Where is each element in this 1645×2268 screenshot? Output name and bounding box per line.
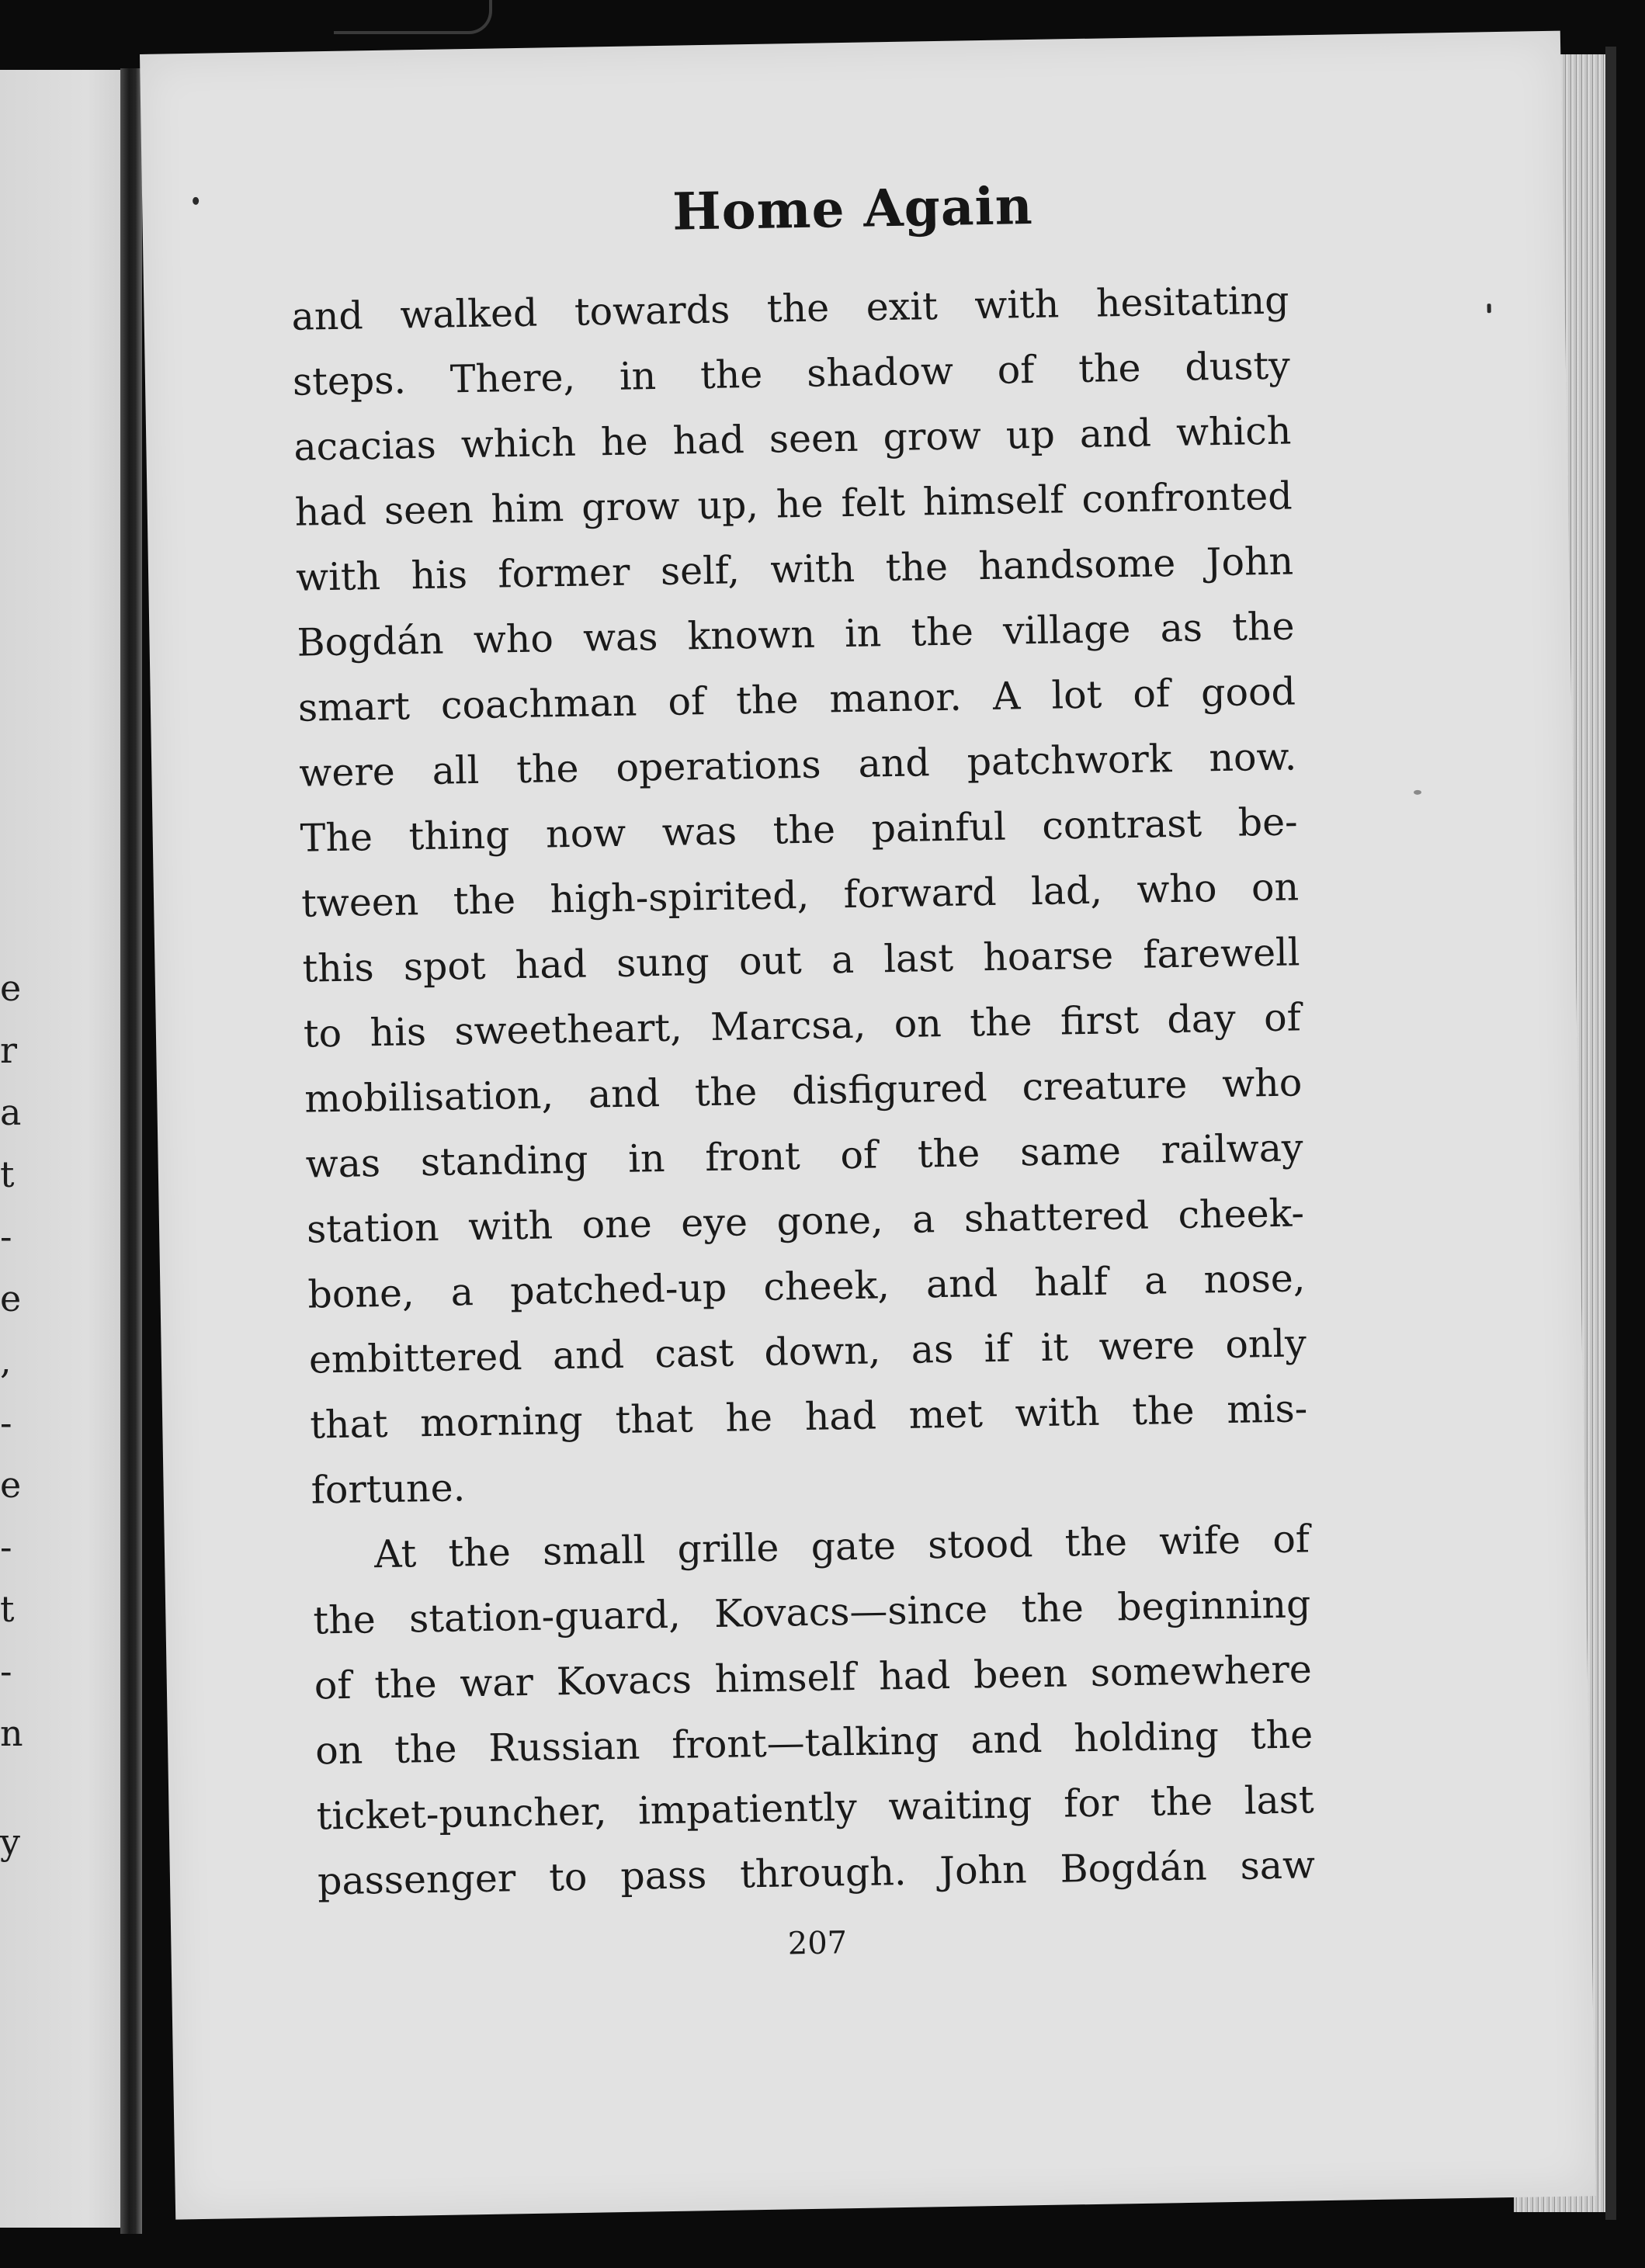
text-line: ticket-puncher, impatiently waiting for the last [316, 1777, 1314, 1839]
text-line: mobilisation, and the disfigured creature who [304, 1060, 1303, 1122]
dust-speck [1414, 790, 1421, 795]
text-line: steps. There, in the shadow of the dusty [292, 343, 1291, 404]
text-line: and walked towards the exit with hesitating [291, 278, 1289, 339]
text-line: bone, a patched-up cheek, and half a nose, [307, 1256, 1306, 1317]
left-page-fragment: t [0, 1588, 15, 1630]
text-line: At the small grille gate stood the wife of [373, 1517, 1310, 1577]
body-text [291, 269, 1316, 1962]
left-page-fragment: e [0, 1464, 22, 1506]
left-page-fragment: r [0, 1029, 17, 1071]
left-page-fragment: , [0, 1340, 12, 1382]
text-line: was standing in front of the same railway [305, 1125, 1304, 1187]
text-line: Bogdán who was known in the village as the [297, 604, 1295, 665]
left-page-fragment: - [0, 1526, 12, 1568]
page-edge-shadow [1605, 47, 1616, 2220]
top-crease-mark [334, 0, 492, 34]
book-gutter-shadow [120, 68, 142, 2234]
page-number: 207 [787, 1925, 848, 1962]
text-line: smart coachman of the manor. A lot of good [297, 669, 1296, 730]
dust-speck [193, 197, 199, 205]
text-line: The thing now was the painful contrast be- [300, 799, 1299, 861]
text-line: acacias which he had seen grow up and which [293, 408, 1292, 470]
left-page-fragment: e [0, 1278, 22, 1320]
text-line: on the Russian front—talking and holding the [314, 1712, 1314, 1774]
running-heading: Home Again [672, 175, 1034, 242]
text-line: of the war Kovacs himself had been somewhere [314, 1647, 1313, 1708]
text-line: passenger to pass through. John Bogdán saw [317, 1843, 1316, 1904]
text-line: with his former self, with the handsome John [295, 539, 1294, 600]
dust-speck [1487, 303, 1491, 313]
left-page-fragment: - [0, 1215, 12, 1257]
book-page [140, 31, 1596, 2220]
left-page-fragment: t [0, 1153, 15, 1195]
left-page-fragment: - [0, 1402, 12, 1444]
left-page-fragment: a [0, 1091, 22, 1133]
text-line: fortune. [311, 1465, 466, 1513]
text-line: were all the operations and patchwork now. [298, 734, 1297, 796]
text-line: to his sweetheart, Marcsa, on the first day of [303, 995, 1302, 1056]
text-line: this spot had sung out a last hoarse farewell [302, 930, 1300, 991]
text-line: the station-guard, Kovacs—since the beginning [313, 1582, 1311, 1643]
text-line: station with one eye gone, a shattered cheek- [306, 1191, 1305, 1252]
left-page-fragment: - [0, 1650, 12, 1692]
left-page-fragment: e [0, 967, 22, 1009]
left-facing-page [0, 70, 124, 2228]
text-line: that morning that he had met with the mis- [309, 1386, 1308, 1448]
text-line: embittered and cast down, as if it were only [308, 1321, 1307, 1382]
left-page-fragment: y [0, 1821, 20, 1863]
left-page-fragment: n [0, 1712, 23, 1754]
text-line: had seen him grow up, he felt himself confronted [294, 473, 1293, 535]
text-line: tween the high-spirited, forward lad, who on [300, 865, 1300, 926]
